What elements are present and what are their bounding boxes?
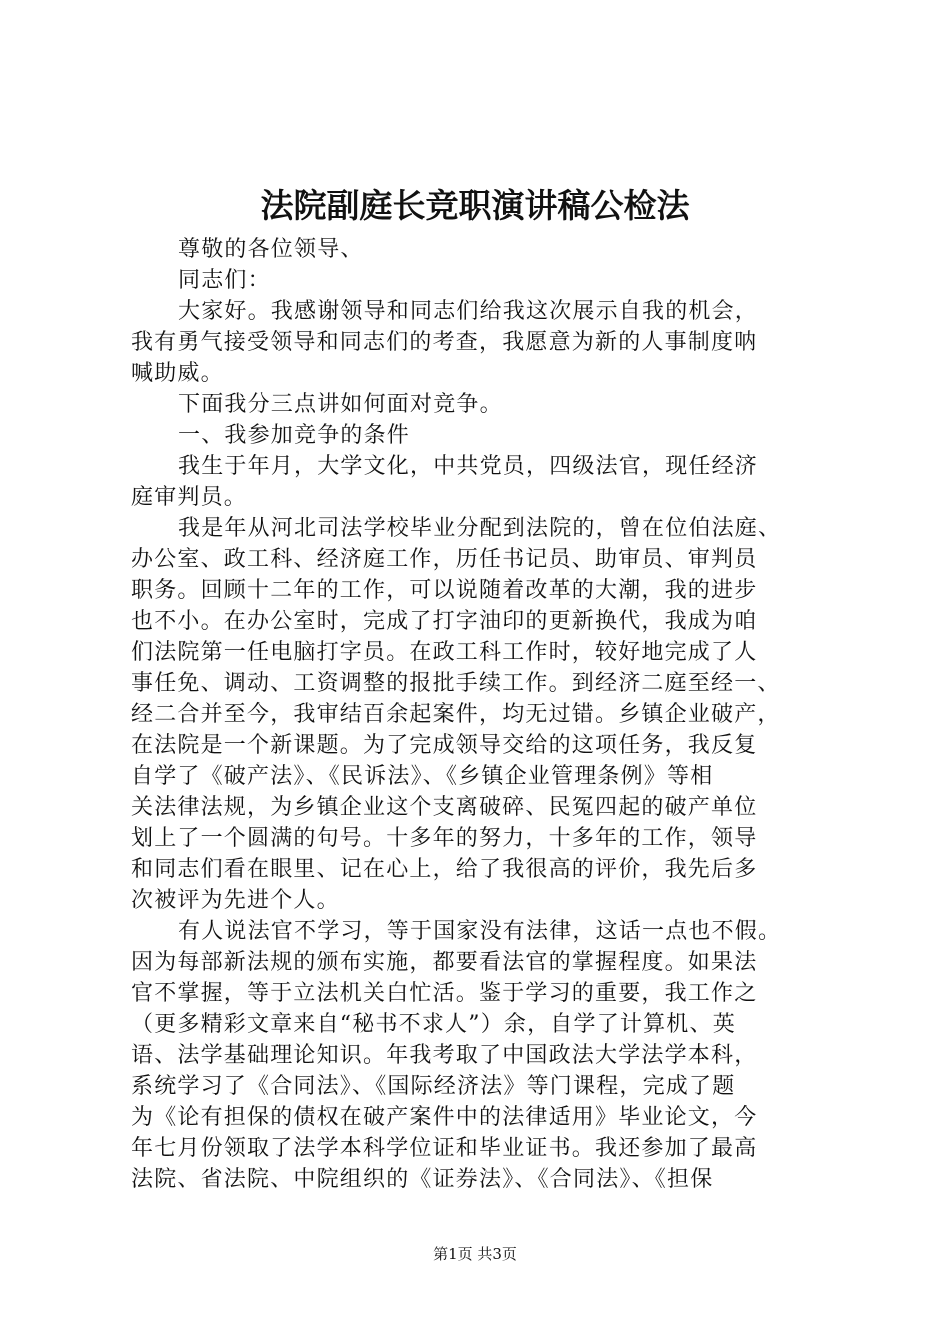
text-line: 喊助威。 — [131, 361, 224, 386]
text-line: 自学了《破产法》、《民诉法》、《乡镇企业管理条例》等相 — [131, 764, 714, 789]
text-line: 办公室、政工科、经济庭工作，历任书记员、助审员、审判员 — [131, 547, 758, 572]
document-title: 法院副庭长竞职演讲稿公检法 — [260, 186, 690, 225]
text-line: 同志们： — [178, 268, 271, 293]
text-line: 有人说法官不学习，等于国家没有法律，这话一点也不假。 — [178, 919, 782, 944]
text-line: 和同志们看在眼里、记在心上，给了我很高的评价，我先后多 — [131, 857, 758, 882]
text-line: 我生于年月，大学文化，中共党员，四级法官，现任经济 — [178, 454, 759, 479]
text-line: 职务。回顾十二年的工作，可以说随着改革的大潮，我的进步 — [131, 578, 758, 603]
page-number: 第1页 共3页 — [433, 1245, 517, 1263]
text-line: 们法院第一任电脑打字员。在政工科工作时，较好地完成了人 — [131, 640, 758, 665]
text-line: 下面我分三点讲如何面对竞争。 — [178, 392, 503, 417]
text-line: 为《论有担保的债权在破产案件中的法律适用》毕业论文，今 — [131, 1105, 758, 1130]
text-line: 我是年从河北司法学校毕业分配到法院的，曾在位伯法庭、 — [178, 516, 782, 541]
text-line: 法院、省法院、中院组织的《证券法》、《合同法》、《担保 — [131, 1167, 714, 1192]
text-line: 次被评为先进个人。 — [131, 888, 340, 913]
text-line: 也不小。在办公室时，完成了打字油印的更新换代，我成为咱 — [131, 609, 758, 634]
text-line: 大家好。我感谢领导和同志们给我这次展示自我的机会， — [178, 299, 759, 324]
text-line: 官不掌握，等于立法机关白忙活。鉴于学习的重要，我工作之 — [131, 981, 758, 1006]
text-line: 系统学习了《合同法》、《国际经济法》等门课程，完成了题 — [131, 1074, 736, 1099]
text-line: 尊敬的各位领导、 — [178, 237, 364, 262]
text-line: 划上了一个圆满的句号。十多年的努力，十多年的工作，领导 — [131, 826, 758, 851]
text-line: 语、法学基础理论知识。年我考取了中国政法大学法学本科， — [131, 1043, 758, 1068]
text-line: 年七月份领取了法学本科学位证和毕业证书。我还参加了最高 — [131, 1136, 758, 1161]
text-line: 因为每部新法规的颁布实施，都要看法官的掌握程度。如果法 — [131, 950, 758, 975]
text-line: 在法院是一个新课题。为了完成领导交给的这项任务，我反复 — [131, 733, 758, 758]
document-body — [131, 234, 823, 1195]
text-line: 我有勇气接受领导和同志们的考查，我愿意为新的人事制度呐 — [131, 330, 758, 355]
text-line: 一、我参加竞争的条件 — [178, 423, 411, 448]
text-line: 庭审判员。 — [131, 485, 248, 510]
text-line: 事任免、调动、工资调整的报批手续工作。到经济二庭至经一、 — [131, 671, 781, 696]
text-line: （更多精彩文章来自“秘书不求人”）余，自学了计算机、英 — [131, 1012, 736, 1037]
text-line: 经二合并至今，我审结百余起案件，均无过错。乡镇企业破产， — [131, 702, 781, 727]
text-line: 关法律法规，为乡镇企业这个支离破碎、民冤四起的破产单位 — [131, 795, 758, 820]
